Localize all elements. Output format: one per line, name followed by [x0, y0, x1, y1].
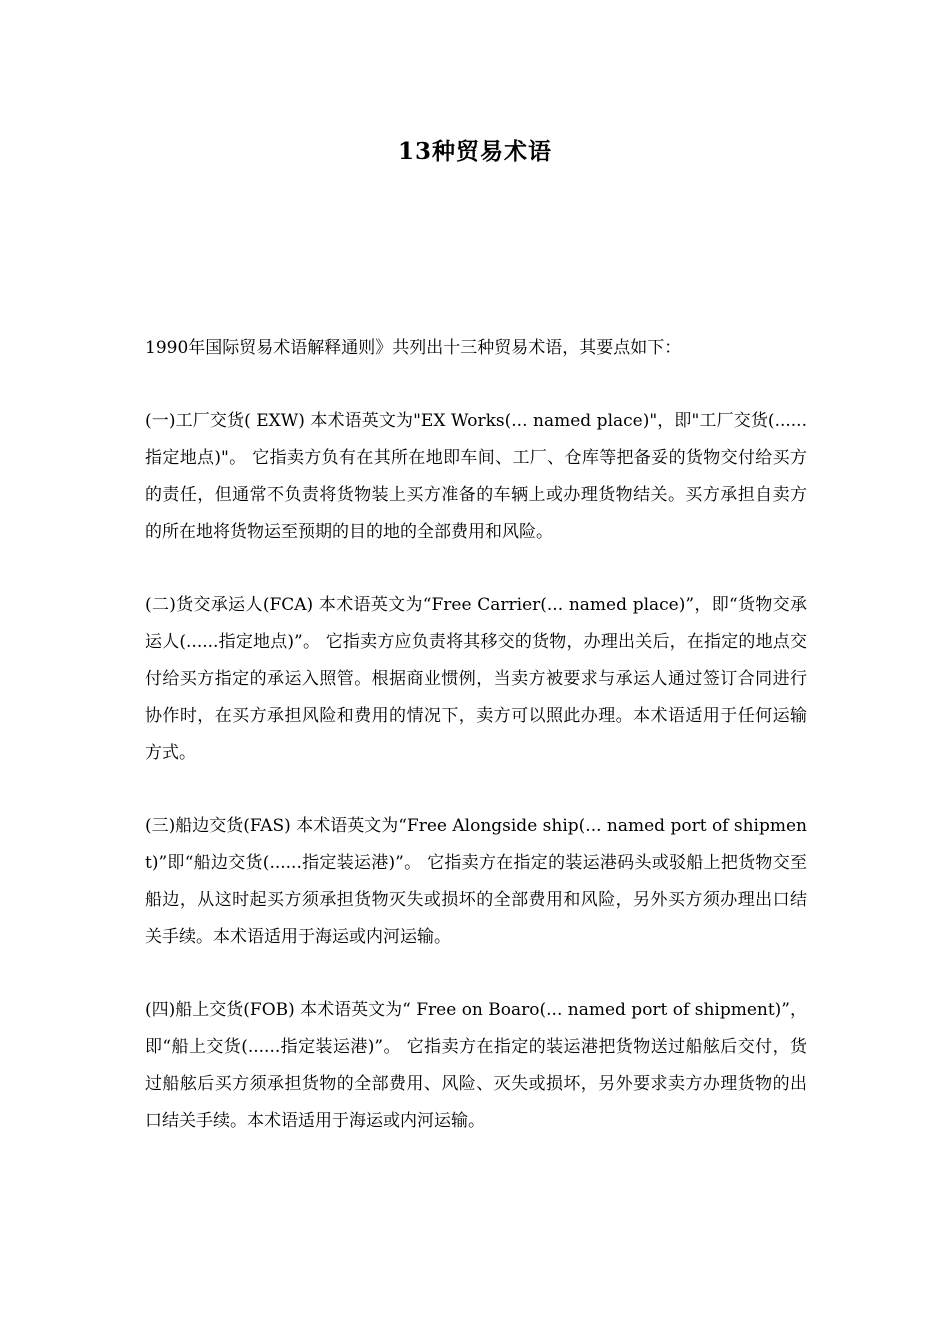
- paragraph-fca: (二)货交承运人(FCA) 本术语英文为“Free Carrier(... named place)”，即“货物交承运人(......指定地点)”。 它指卖方应负责将其移交的货物，办理出关后，在指定的地点交付给买方指定的承运入照管。根据商业惯例，当卖方被要求与承运人通过签订合同进行协作时，在买方承担风险和费用的情况下，卖方可以照此办理。本术语适用于任何运输方式。: [145, 595, 807, 763]
- paragraph-exw: (一)工厂交货( EXW) 本术语英文为"EX Works(... named place)"，即"工厂交货(......指定地点)"。 它指卖方负有在其所在地即车间、工厂、仓库等把备妥的货物交付给买方的责任，但通常不负责将货物装上买方准备的车辆上或办理货物结关。买方承担自卖方的所在地将货物运至预期的目的地的全部费用和风险。: [145, 411, 807, 542]
- paragraph-fob: (四)船上交货(FOB) 本术语英文为“ Free on Boaro(... named port of shipment)”，即“船上交货(......指定装运港)”。 它指卖方在指定的装运港把货物送过船舷后交付，货过船舷后买方须承担货物的全部费用、风险、灭失或损坏，另外要求卖方办理货物的出口结关手续。本术语适用于海运或内河运输。: [145, 1000, 807, 1131]
- document-title: 13种贸易术语: [397, 138, 552, 165]
- paragraph-intro: 1990年国际贸易术语解释通则》共列出十三种贸易术语，其要点如下：: [145, 338, 682, 358]
- paragraph-fas: (三)船边交货(FAS) 本术语英文为“Free Alongside ship(... named port of shipment)”即“船边交货(......指定装运港)”。 它指卖方在指定的装运港码头或驳船上把货物交至船边，从这时起买方须承担货物灭失或损坏的全部费用和风险，另外买方须办理出口结关手续。本术语适用于海运或内河运输。: [145, 816, 807, 947]
- document-body: [145, 330, 807, 1176]
